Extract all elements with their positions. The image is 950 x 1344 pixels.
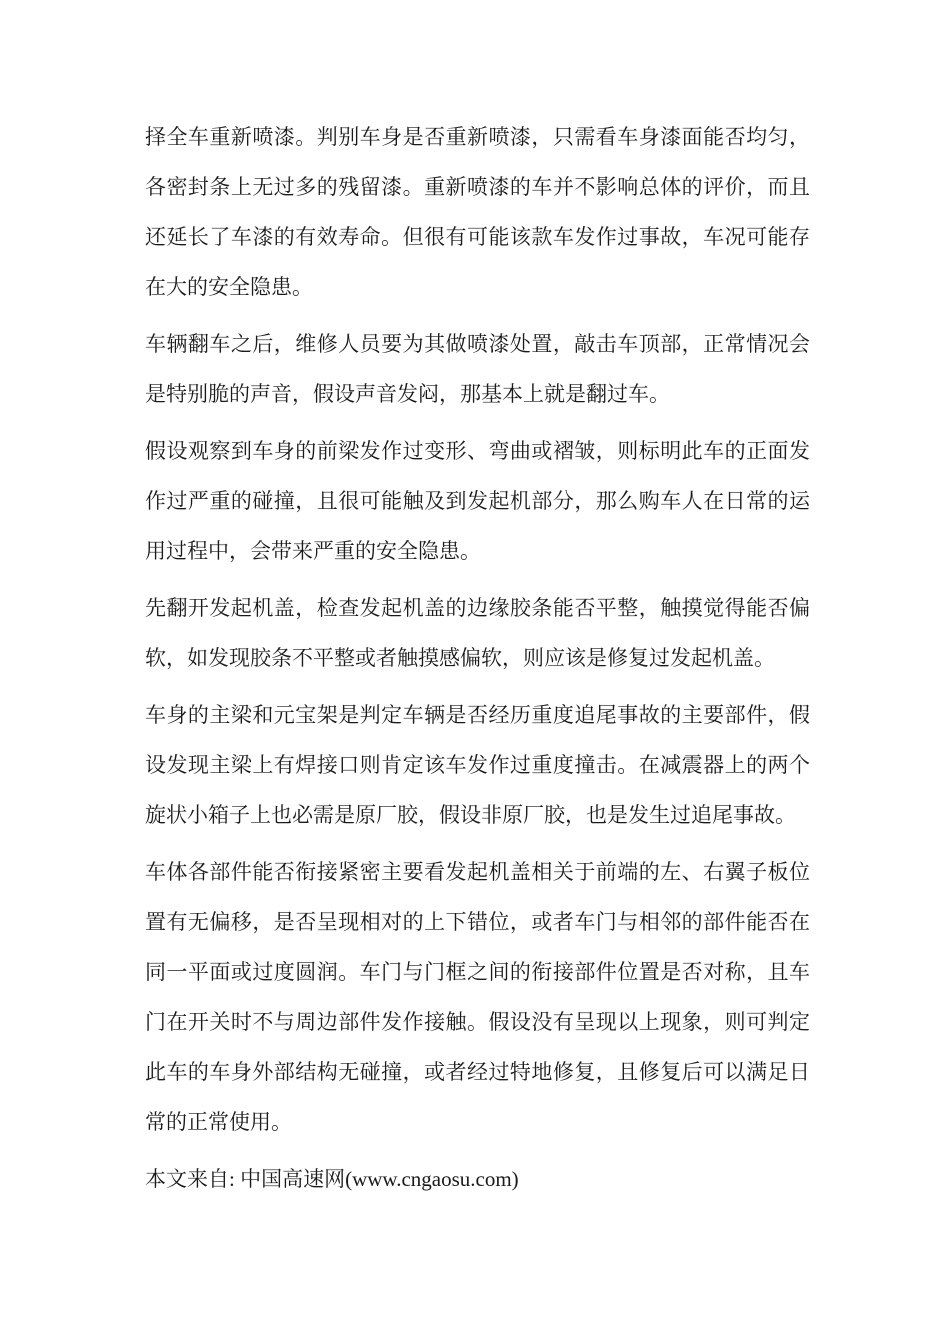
paragraph-front-beam: 假设观察到车身的前梁发作过变形、弯曲或褶皱，则标明此车的正面发作过严重的碰撞，且很可能触及到发起机部分，那么购车人在日常的运用过程中，会带来严重的安全隐患。 [145,439,810,563]
paragraph-body-panels: 车体各部件能否衔接紧密主要看发起机盖相关于前端的左、右翼子板位置有无偏移，是否呈现相对的上下错位，或者车门与相邻的部件能否在同一平面或过度圆润。车门与门框之间的衔接部件位置是否对称，且车门在开关时不与周边部件发作接触。假设没有呈现以上现象，则可判定此车的车身外部结构无碰撞，或者经过特地修复，且修复后可以满足日常的正常使用。 [145,860,810,1134]
document-body [145,112,810,1204]
source-line: 本文来自: 中国高速网(www.cngaosu.com) [145,1167,519,1191]
paragraph-hood: 先翻开发起机盖，检查发起机盖的边缘胶条能否平整，触摸觉得能否偏软，如发现胶条不平整或者触摸感偏软，则应该是修复过发起机盖。 [145,596,810,670]
paragraph-repaint: 择全车重新喷漆。判别车身是否重新喷漆，只需看车身漆面能否均匀，各密封条上无过多的残留漆。重新喷漆的车并不影响总体的评价，而且还延长了车漆的有效寿命。但很有可能该款车发作过事故，车况可能存在大的安全隐患。 [145,125,810,299]
paragraph-main-beam: 车身的主梁和元宝架是判定车辆是否经历重度追尾事故的主要部件，假设发现主梁上有焊接口则肯定该车发作过重度撞击。在减震器上的两个旋状小箱子上也必需是原厂胶，假设非原厂胶，也是发生过追尾事故。 [145,703,810,827]
paragraph-rollover: 车辆翻车之后，维修人员要为其做喷漆处置，敲击车顶部，正常情况会是特别脆的声音，假设声音发闷，那基本上就是翻过车。 [145,332,810,406]
